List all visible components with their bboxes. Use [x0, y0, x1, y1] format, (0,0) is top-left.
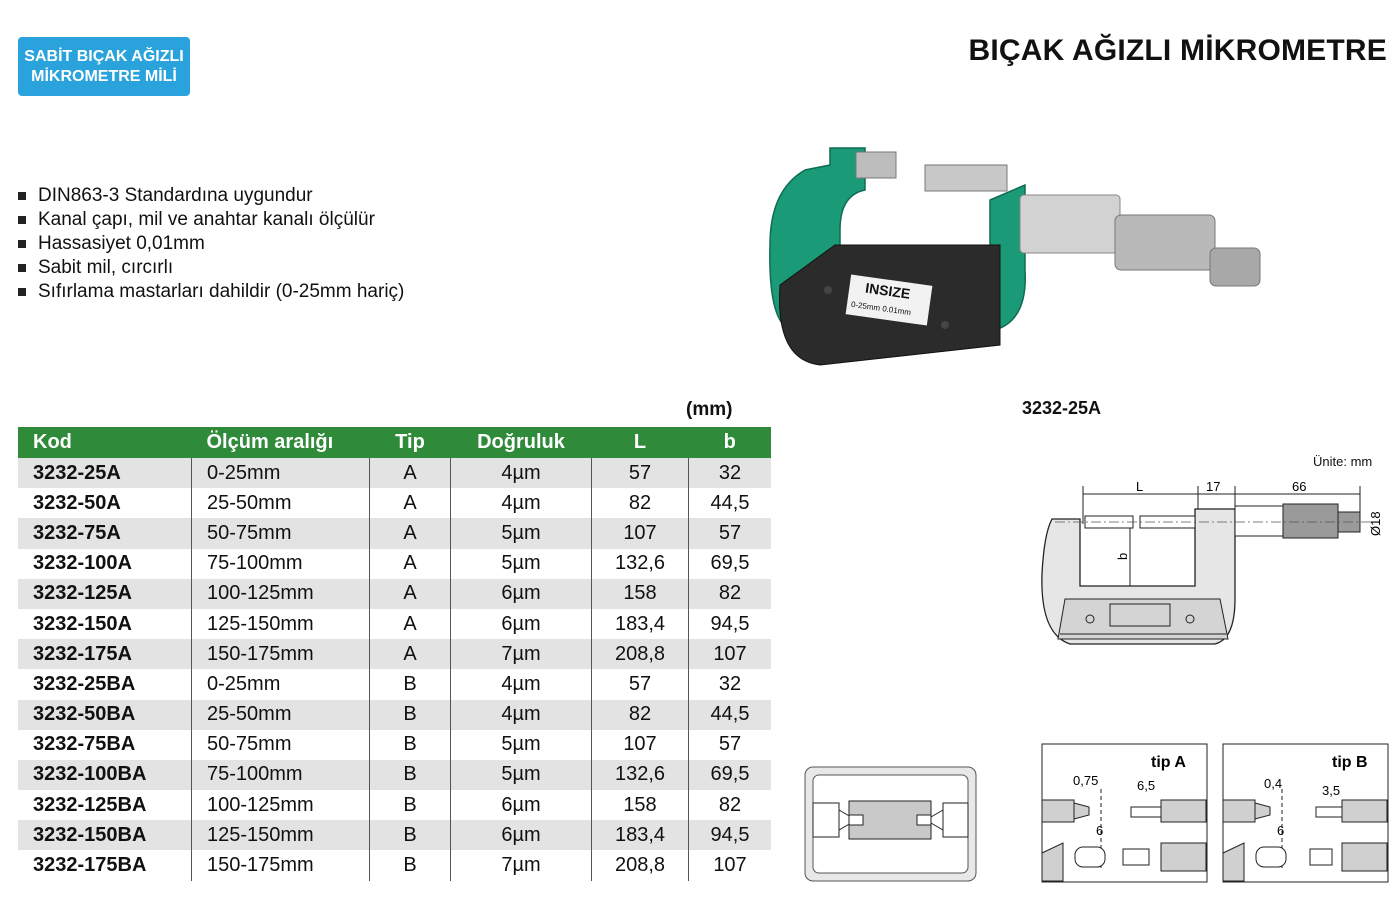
cell-accuracy: 4µm — [451, 700, 592, 730]
cell-tip: A — [370, 518, 451, 548]
feature-list — [18, 184, 404, 304]
tip-b-dim-2: 3,5 — [1322, 783, 1341, 798]
dim-66-label: 66 — [1292, 479, 1307, 494]
cell-range: 125-150mm — [192, 609, 370, 639]
table-row — [18, 730, 771, 760]
cell-b: 57 — [689, 730, 772, 760]
table-row — [18, 609, 771, 639]
cell-tip: B — [370, 730, 451, 760]
cell-l: 57 — [592, 669, 689, 699]
cell-code: 3232-175BA — [18, 850, 192, 880]
badge-line-2: MİKROMETRE MİLİ — [31, 67, 177, 85]
cell-b: 94,5 — [689, 609, 772, 639]
cell-l: 82 — [592, 700, 689, 730]
cell-accuracy: 5µm — [451, 549, 592, 579]
table-row — [18, 639, 771, 669]
bullet-icon — [18, 192, 26, 200]
cell-tip: A — [370, 609, 451, 639]
cell-tip: B — [370, 669, 451, 699]
cell-l: 158 — [592, 579, 689, 609]
cell-l: 158 — [592, 790, 689, 820]
feature-item: Hassasiyet 0,01mm — [18, 232, 404, 256]
micrometer-product-image — [760, 130, 1270, 375]
bullet-icon — [18, 264, 26, 272]
table-row — [18, 790, 771, 820]
cell-range: 150-175mm — [192, 850, 370, 880]
cell-accuracy: 6µm — [451, 820, 592, 850]
cell-tip: B — [370, 760, 451, 790]
cell-code: 3232-50BA — [18, 700, 192, 730]
unit-note: Ünite: mm — [1313, 454, 1373, 469]
cell-tip: B — [370, 850, 451, 880]
cell-accuracy: 5µm — [451, 518, 592, 548]
cell-code: 3232-75A — [18, 518, 192, 548]
bullet-icon — [18, 288, 26, 296]
cell-range: 100-125mm — [192, 579, 370, 609]
table-row — [18, 820, 771, 850]
cell-code: 3232-25A — [18, 458, 192, 488]
tip-a-dim-3: 6 — [1096, 823, 1104, 838]
cell-l: 208,8 — [592, 850, 689, 880]
cell-code: 3232-150BA — [18, 820, 192, 850]
cell-l: 208,8 — [592, 639, 689, 669]
cell-b: 69,5 — [689, 549, 772, 579]
bullet-icon — [18, 216, 26, 224]
setting-gauge-drawing — [803, 765, 978, 883]
table-row — [18, 760, 771, 790]
table-header-row — [18, 427, 771, 458]
tip-b-dim-1: 0,4 — [1264, 776, 1283, 791]
table-row — [18, 669, 771, 699]
cell-code: 3232-125BA — [18, 790, 192, 820]
dim-dia-label: Ø18 — [1368, 511, 1383, 536]
tip-a-dim-1: 0,75 — [1073, 773, 1099, 788]
cell-accuracy: 4µm — [451, 669, 592, 699]
cell-l: 107 — [592, 730, 689, 760]
table-row — [18, 518, 771, 548]
dim-17-label: 17 — [1206, 479, 1221, 494]
cell-range: 75-100mm — [192, 549, 370, 579]
feature-item: DIN863-3 Standardına uygundur — [18, 184, 404, 208]
cell-accuracy: 4µm — [451, 488, 592, 518]
tip-b-title: tip B — [1332, 754, 1368, 771]
cell-l: 82 — [592, 488, 689, 518]
cell-tip: A — [370, 579, 451, 609]
technical-drawing — [1030, 474, 1395, 654]
tip-a-title: tip A — [1151, 754, 1186, 771]
cell-code: 3232-100A — [18, 549, 192, 579]
col-header-l: L — [592, 427, 689, 458]
cell-accuracy: 7µm — [451, 639, 592, 669]
range-label: 0-25mm 0.01mm — [850, 299, 912, 318]
cell-b: 32 — [689, 458, 772, 488]
cell-accuracy: 4µm — [451, 458, 592, 488]
col-header-b: b — [689, 427, 772, 458]
feature-item: Sabit mil, cırcırlı — [18, 256, 404, 280]
brand-label: INSIZE — [864, 279, 912, 302]
table-row — [18, 549, 771, 579]
cell-tip: B — [370, 820, 451, 850]
col-header-accuracy: Doğruluk — [451, 427, 592, 458]
bullet-icon — [18, 240, 26, 248]
cell-b: 94,5 — [689, 820, 772, 850]
cell-tip: A — [370, 458, 451, 488]
cell-range: 50-75mm — [192, 518, 370, 548]
table-unit: (mm) — [686, 399, 733, 420]
cell-range: 100-125mm — [192, 790, 370, 820]
feature-item: Kanal çapı, mil ve anahtar kanalı ölçülür — [18, 208, 404, 232]
feature-item: Sıfırlama mastarları dahildir (0-25mm hariç) — [18, 280, 404, 304]
cell-code: 3232-100BA — [18, 760, 192, 790]
page-title: BIÇAK AĞIZLI MİKROMETRE — [968, 34, 1387, 67]
cell-b: 44,5 — [689, 488, 772, 518]
cell-l: 183,4 — [592, 609, 689, 639]
product-code: 3232-25A — [1022, 398, 1102, 418]
cell-accuracy: 5µm — [451, 730, 592, 760]
cell-range: 25-50mm — [192, 488, 370, 518]
cell-b: 69,5 — [689, 760, 772, 790]
cell-b: 44,5 — [689, 700, 772, 730]
cell-b: 82 — [689, 790, 772, 820]
cell-l: 107 — [592, 518, 689, 548]
cell-accuracy: 6µm — [451, 579, 592, 609]
cell-tip: B — [370, 700, 451, 730]
table-row — [18, 850, 771, 880]
col-header-range: Ölçüm aralığı — [192, 427, 370, 458]
cell-range: 0-25mm — [192, 458, 370, 488]
col-header-kod: Kod — [18, 427, 192, 458]
cell-b: 82 — [689, 579, 772, 609]
tip-b-dim-3: 6 — [1277, 823, 1285, 838]
cell-l: 132,6 — [592, 549, 689, 579]
cell-l: 132,6 — [592, 760, 689, 790]
spec-table — [18, 427, 771, 881]
cell-tip: A — [370, 639, 451, 669]
cell-code: 3232-25BA — [18, 669, 192, 699]
cell-code: 3232-125A — [18, 579, 192, 609]
col-header-tip: Tip — [370, 427, 451, 458]
cell-accuracy: 7µm — [451, 850, 592, 880]
badge-line-1: SABİT BIÇAK AĞIZLI — [24, 47, 184, 65]
category-badge — [18, 37, 190, 96]
table-row — [18, 458, 771, 488]
table-row — [18, 579, 771, 609]
cell-range: 125-150mm — [192, 820, 370, 850]
cell-accuracy: 6µm — [451, 609, 592, 639]
tip-a-drawing — [1041, 743, 1208, 883]
cell-tip: A — [370, 549, 451, 579]
cell-accuracy: 6µm — [451, 790, 592, 820]
cell-code: 3232-150A — [18, 609, 192, 639]
tip-b-drawing — [1222, 743, 1389, 883]
cell-code: 3232-175A — [18, 639, 192, 669]
table-row — [18, 488, 771, 518]
cell-range: 75-100mm — [192, 760, 370, 790]
cell-range: 150-175mm — [192, 639, 370, 669]
table-row — [18, 700, 771, 730]
dim-l-label: L — [1136, 479, 1144, 494]
cell-code: 3232-75BA — [18, 730, 192, 760]
cell-b: 57 — [689, 518, 772, 548]
cell-code: 3232-50A — [18, 488, 192, 518]
table-body — [18, 458, 771, 881]
tip-a-dim-2: 6,5 — [1137, 778, 1156, 793]
cell-b: 107 — [689, 639, 772, 669]
cell-range: 50-75mm — [192, 730, 370, 760]
cell-tip: A — [370, 488, 451, 518]
cell-range: 0-25mm — [192, 669, 370, 699]
cell-l: 183,4 — [592, 820, 689, 850]
cell-range: 25-50mm — [192, 700, 370, 730]
cell-b: 107 — [689, 850, 772, 880]
cell-l: 57 — [592, 458, 689, 488]
cell-accuracy: 5µm — [451, 760, 592, 790]
cell-tip: B — [370, 790, 451, 820]
cell-b: 32 — [689, 669, 772, 699]
dim-b-label: b — [1115, 552, 1130, 560]
